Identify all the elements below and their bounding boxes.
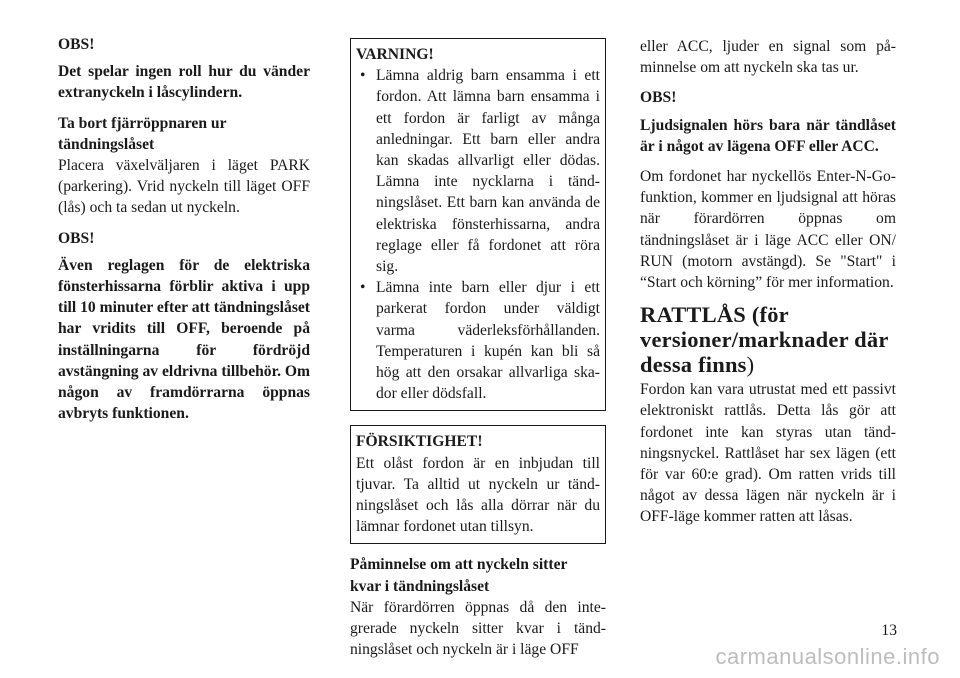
obs-label-2: OBS! — [58, 229, 95, 247]
column-left — [58, 34, 310, 433]
warning-item — [356, 65, 600, 277]
obs-note-text-3: Ljudsignalen hörs bara när tändlåset är i något av lägena OFF eller ACC. — [640, 116, 896, 155]
watermark: carmanualsonline.info — [715, 644, 940, 669]
warning-label: VARNING! — [356, 46, 434, 63]
warning-item-text: Lämna aldrig barn ensamma i ett fordon. Att lämna barn ensamma i ett fordon är farligt av många anledningar. Ett barn eller andra kan skadas allvarligt eller dödas. Lämna inte nycklarna i tändningslåset. Ett barn kan använda de elektriska fönsterhissarna, andra reglage eller få fordonet att röra sig. — [376, 67, 600, 276]
section-heading — [640, 302, 896, 377]
warning-item-text: Lämna inte barn eller djur i ett parkerat fordon under väldigt varma väderleksförhållanden. Temperaturen i kupén kan bli så hög att den orsakar allvarliga skador eller dödsfall. — [376, 279, 600, 403]
bullet-icon: • — [360, 279, 366, 297]
continued-text: eller ACC, ljuder en signal som påminnelse om att nyckeln ska tas ur. — [640, 38, 896, 77]
obs-note-text: Det spelar ingen roll hur du vänder extranyckeln i låscylindern. — [58, 63, 310, 102]
warning-item — [356, 277, 600, 404]
obs-note-text-2: Även reglagen för de elektriska fönsterhissarna förblir aktiva i upp till 10 minuter efter att tändningslåset har vridits till OFF, beroende på inställningarna för fördröjd avstängning av eldrivna tillbehör. Om någon av framdörrarna öppnas avbryts funktionen. — [58, 256, 310, 423]
obs-label: OBS! — [58, 36, 95, 53]
obs-label-3: OBS! — [640, 89, 677, 107]
reminder-heading-line1: Påminnelse om att nyckeln sitter — [350, 556, 568, 574]
remote-heading-line2: tändningslåset — [58, 135, 155, 153]
caution-text: Ett olåst fordon är en inbjudan till tjuvar. Ta alltid ut nyckeln ur tändningslåset och lås alla dörrar när du lämnar fordonet utan tillsyn. — [356, 454, 600, 536]
remote-heading-line1: Ta bort fjärröppnaren ur — [58, 114, 227, 132]
enter-n-go-text: Om fordonet har nyckellös Enter-N-Go-funktion, kommer en ljudsignal att höras när förardörren öppnas om tändningslåset är i läge ACC eller ON/ RUN (motorn avstängd). Se "Start" i “Start och körning” för mer information. — [640, 168, 896, 292]
remote-instruction-text: Placera växelväljaren i läget PARK (parkering). Vrid nyckeln till läget OFF (lås) och ta sedan ut nyckeln. — [58, 157, 310, 217]
reminder-text: När förardörren öppnas då den integrerade nyckeln sitter kvar i tändningslåset och nyckeln är i läge OFF — [350, 598, 606, 659]
section-heading-text: RATTLÅS (för versioner/marknader där dessa finns — [640, 302, 889, 378]
reminder-heading-line2: kvar i tändningslåset — [350, 577, 490, 595]
reminder-section — [350, 554, 606, 660]
warning-list — [356, 65, 600, 404]
caution-box — [350, 425, 606, 544]
steering-lock-text: Fordon kan vara utrustat med ett passivt elektroniskt rattlås. Detta lås gör att fordonet inte kan styras utan tändningsnyckel. Rattlåset har sex lägen (ett för var 60:e grad). Om ratten vrids till något av dessa lägen när nyckeln är i OFF-läge kommer ratten att låsas. — [640, 381, 896, 526]
column-right — [640, 36, 896, 537]
caution-label: FÖRSIKTIGHET! — [356, 433, 483, 451]
section-heading-paren: ) — [746, 352, 755, 378]
page-number: 13 — [881, 622, 897, 639]
bullet-icon: • — [360, 67, 366, 85]
warning-box — [350, 38, 606, 411]
column-middle — [350, 34, 606, 669]
